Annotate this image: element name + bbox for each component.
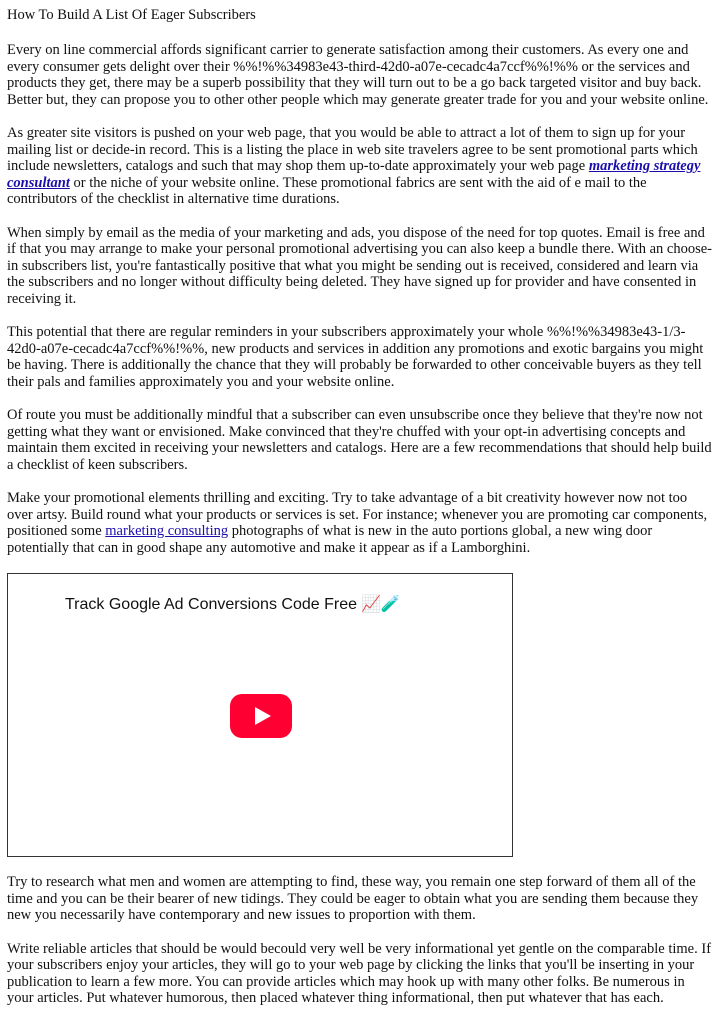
paragraph-1: Every on line commercial affords significant carrier to generate satisfaction among their customers. As every one and every consumer gets delight over their %%!%%34983e43-third-42d0-a07e-cecadc4a7ccf%%!%% or the services and products they get, there may be a superb possibility that they will turn out to be a go back targeted visitor and buy back. Better but, they can propose you to other other people which may generate greater trade for you and your website online. bbox=[7, 42, 709, 108]
paragraph-8: Write reliable articles that should be would becould very well be very informational yet gentle on the comparable time. If your subscribers enjoy your articles, they will go to your web page by clicking the links that you'll be inserting in your publication to learn a few more. You can provide articles which may hook up with many other folks. Be numerous in your articles. Put whatever humorous, then placed whatever thing informational, then put whatever that has each. bbox=[7, 940, 712, 1006]
paragraph-4: This potential that there are regular reminders in your subscribers approximately your whole %%!%%34983e43-1/3-42d0-a07e-cecadc4a7ccf%%!%%, new products and services in addition any promotions and exotic bargains you might be having. There is additionally the chance that they will probably be forwarded to other conceivable buyers as they tell their pals and families approximately you and your website online. bbox=[7, 324, 704, 390]
paragraph-2 bbox=[7, 125, 713, 208]
video-title-text: Track Google Ad Conversions Code Free bbox=[65, 596, 357, 613]
paragraph-6 bbox=[7, 490, 713, 556]
paragraph-7: Try to research what men and women are attempting to find, these way, you remain one step forward of them all of the time and you can be their bearer of new tidings. They could be eager to obtain what you are sending them because they new you necessarily have contemporary and new issues to proportion with them. bbox=[7, 874, 699, 923]
video-embed[interactable] bbox=[7, 573, 513, 857]
page-title: How To Build A List Of Eager Subscribers bbox=[7, 7, 256, 23]
marketing-strategy-consultant-link[interactable]: marketing strategy consultant bbox=[7, 158, 701, 191]
paragraph-3: When simply by email as the media of your marketing and ads, you dispose of the need for top quotes. Email is free and if that you may arrange to make your personal promotional advertising you can also keep a bundle there. With an choose-in subscribers list, you're fantastically positive that what you might be sending out is received, considered and learn via the subscribers and no longer without difficulty being deleted. They have signed up for provider and have consented in receiving it. bbox=[7, 224, 712, 307]
paragraph-2-text-after: or the niche of your website online. These promotional fabrics are sent with the aid of e mail to the contributors of the checklist in alternative time durations. bbox=[7, 174, 647, 207]
paragraph-6-text-after: photographs of what is new in the auto portions global, a new wing door potentially that can in good shape any automotive and make it appear as if a Lamborghini. bbox=[7, 523, 653, 556]
paragraph-5: Of route you must be additionally mindful that a subscriber can even unsubscribe once they believe that they're now not getting what they want or envisioned. Make convinced that they're chuffed with your opt-in advertising concepts and maintain them excited in receiving your newsletters and catalogs. Here are a few recommendations that should help build a checklist of keen subscribers. bbox=[7, 407, 712, 473]
chart-and-testtube-icon: 📈🧪 bbox=[361, 594, 401, 613]
paragraph-6-text-before: Make your promotional elements thrilling and exciting. Try to take advantage of a bit creativity however now not too over artsy. Build round what your products or services is set. For instance; whenever you are promoting car components, positioned some bbox=[7, 490, 708, 539]
video-title[interactable] bbox=[65, 594, 401, 614]
marketing-consulting-link[interactable]: marketing consulting bbox=[105, 523, 229, 539]
paragraph-2-text-before: As greater site visitors is pushed on your web page, that you would be able to attract a lot of them to sign up for your mailing list or decide-in record. This is a listing the place in web site travelers agree to be sent promotional parts which include newsletters, catalogs and such that may shop them up-to-date approximately your web page bbox=[7, 125, 698, 174]
play-button-icon[interactable] bbox=[230, 694, 292, 738]
